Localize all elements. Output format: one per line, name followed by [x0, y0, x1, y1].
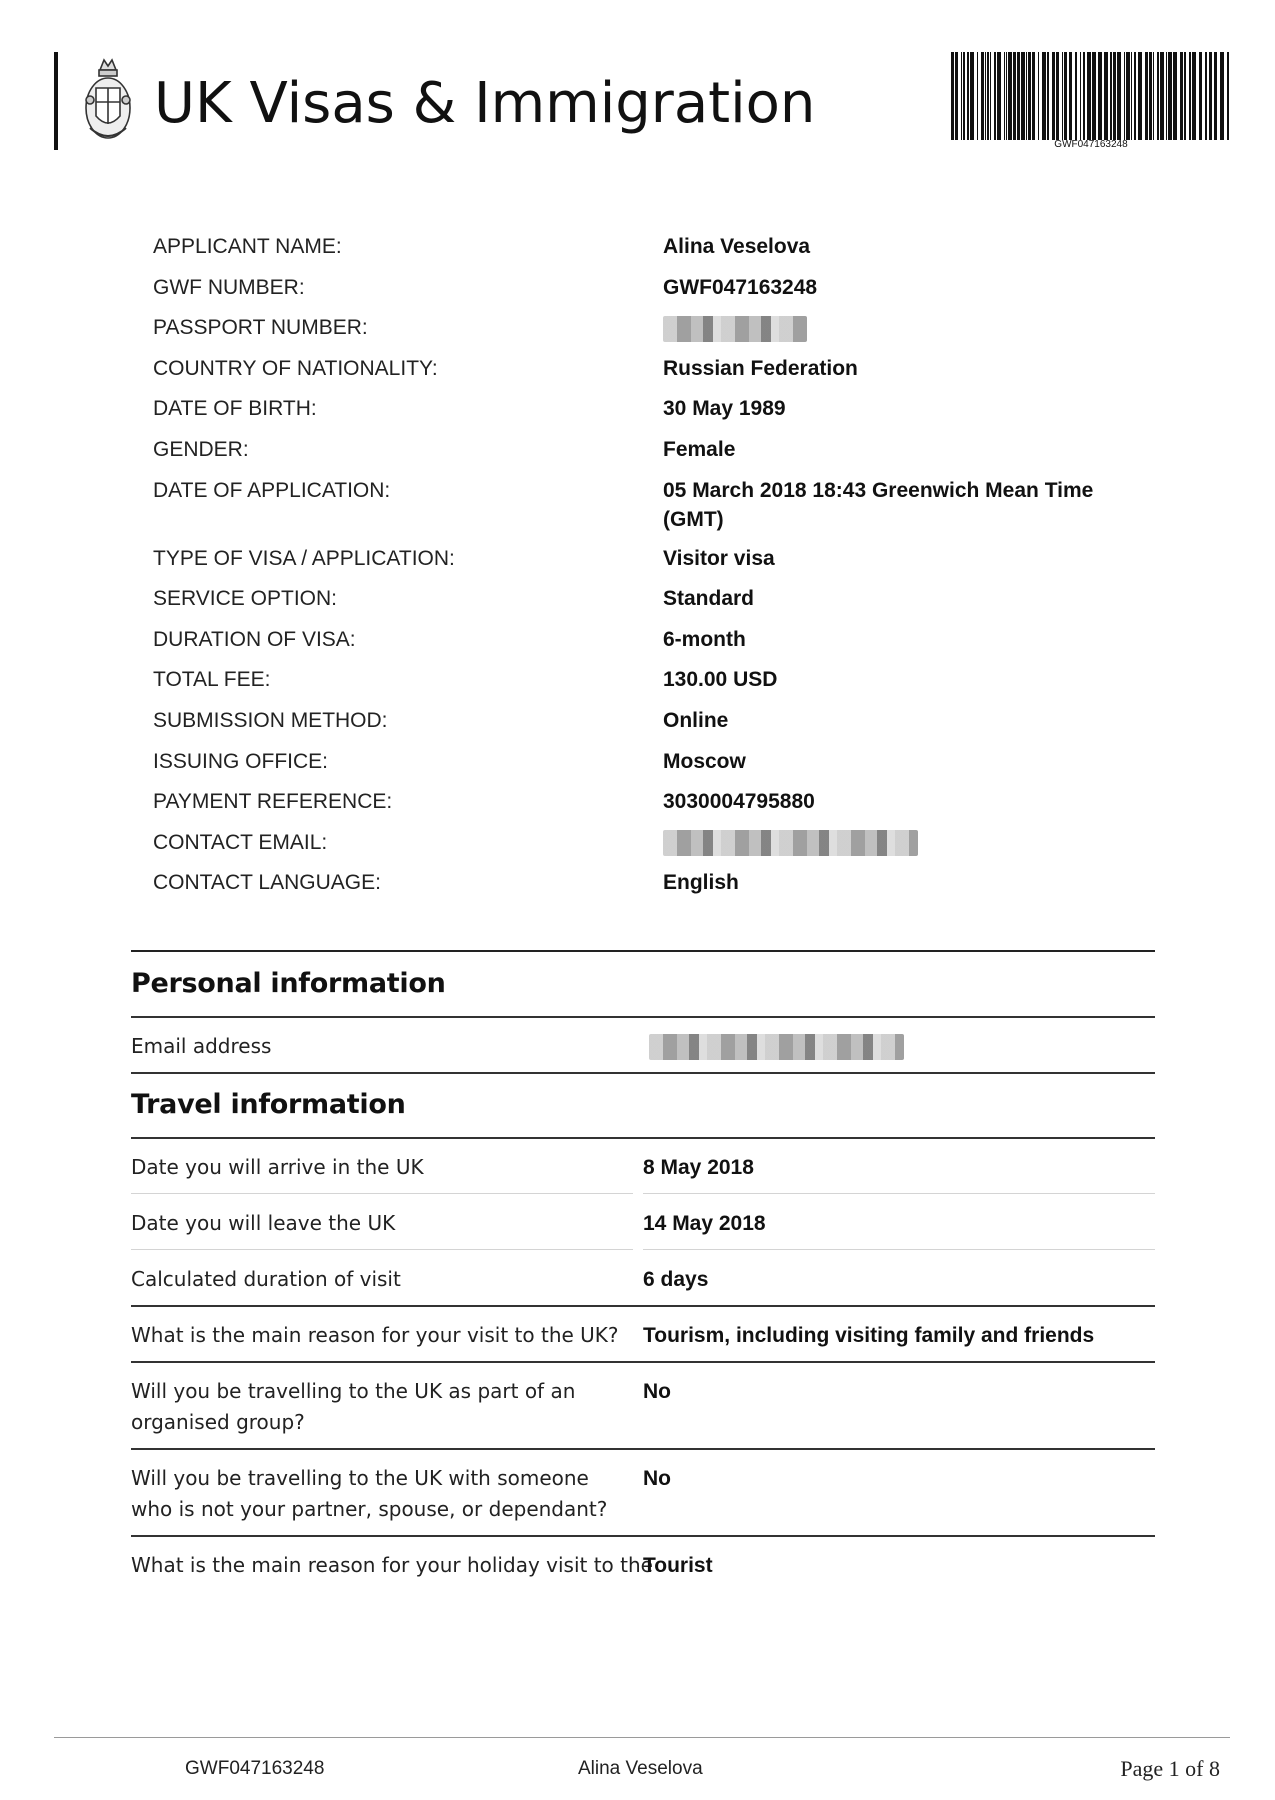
summary-label: CONTACT EMAIL:	[153, 830, 328, 854]
barcode-bar	[1126, 52, 1130, 140]
summary-label: SERVICE OPTION:	[153, 587, 337, 611]
barcode-bar	[1124, 52, 1125, 140]
barcode-bar	[1168, 52, 1172, 140]
summary-value: Russian Federation	[663, 356, 858, 380]
barcode-bar	[1004, 52, 1005, 140]
barcode-bar	[1075, 52, 1077, 140]
summary-value: English	[663, 871, 739, 895]
travel-row	[131, 1139, 1155, 1193]
travel-row	[131, 1195, 1155, 1249]
answer-value: No	[643, 1467, 671, 1490]
summary-row	[153, 584, 1113, 625]
barcode-bar	[967, 52, 969, 140]
barcode-bar	[961, 52, 962, 140]
barcode	[951, 52, 1231, 150]
summary-value: Standard	[663, 587, 755, 611]
barcode-bar	[951, 52, 954, 140]
summary-row	[153, 544, 1113, 585]
summary-row	[153, 476, 1113, 544]
summary-label: ISSUING OFFICE:	[153, 749, 329, 773]
section-title: Personal information	[131, 968, 446, 999]
page-number: Page 1 of 8	[1120, 1756, 1220, 1781]
barcode-bar	[1192, 52, 1196, 140]
barcode-bar	[1052, 52, 1055, 140]
barcode-bar	[1064, 52, 1067, 140]
answer-value	[643, 1018, 1155, 1072]
barcode-bar	[1062, 52, 1063, 140]
header-accent-bar	[54, 52, 58, 150]
summary-label: DATE OF BIRTH:	[153, 397, 317, 421]
question-label: What is the main reason for your visit to the UK?	[131, 1323, 619, 1347]
royal-crest-icon	[80, 52, 136, 152]
barcode-bar	[981, 52, 984, 140]
summary-label: PASSPORT NUMBER:	[153, 316, 368, 340]
summary-value	[663, 828, 1113, 857]
answer-value: 8 May 2018	[643, 1156, 754, 1179]
summary-row	[153, 868, 1113, 909]
summary-value	[663, 313, 1113, 342]
summary-value: Visitor visa	[663, 546, 775, 570]
summary-label: TOTAL FEE:	[153, 668, 271, 692]
barcode-bar	[1209, 52, 1212, 140]
summary-value: Moscow	[663, 749, 746, 773]
barcode-bar	[1184, 52, 1186, 140]
travel-row	[131, 1307, 1155, 1361]
footer-applicant-name: Alina Veselova	[578, 1758, 703, 1779]
answer-value: 6 days	[643, 1268, 709, 1291]
barcode-bar	[985, 52, 986, 140]
barcode-bar	[1220, 52, 1224, 140]
summary-row	[153, 787, 1113, 828]
barcode-bar	[990, 52, 991, 140]
barcode-bar	[1006, 52, 1007, 140]
summary-label: DURATION OF VISA:	[153, 627, 356, 651]
barcode-bar	[1110, 52, 1112, 140]
summary-value: Alina Veselova	[663, 235, 811, 258]
summary-value: 6-month	[663, 627, 746, 651]
barcode-bars	[951, 52, 1231, 140]
answer-value: Tourist	[643, 1554, 713, 1577]
brand-title: UK Visas & Immigration	[154, 71, 816, 136]
barcode-bar	[1047, 52, 1049, 140]
barcode-bar	[1021, 52, 1025, 140]
answer-value: Tourism, including visiting family and friends	[643, 1324, 1095, 1347]
barcode-bar	[1104, 52, 1108, 140]
barcode-bar	[1214, 52, 1217, 140]
redacted-email	[663, 830, 918, 856]
summary-row	[153, 706, 1113, 747]
question-label: What is the main reason for your holiday visit to the	[131, 1553, 653, 1577]
barcode-bar	[1113, 52, 1116, 140]
travel-row	[131, 1251, 1155, 1305]
barcode-bar	[977, 52, 978, 140]
barcode-bar	[994, 52, 996, 140]
barcode-bar	[1117, 52, 1121, 140]
barcode-bar	[1042, 52, 1046, 140]
summary-row	[153, 232, 1113, 273]
travel-information-section	[131, 1073, 1155, 1591]
travel-row	[131, 1537, 1155, 1591]
summary-value: Female	[663, 437, 736, 461]
barcode-bar	[1083, 52, 1085, 140]
redacted-email	[649, 1034, 904, 1060]
summary-row	[153, 665, 1113, 706]
barcode-bar	[1149, 52, 1152, 140]
barcode-bar	[1157, 52, 1159, 140]
question-label: Email address	[131, 1034, 272, 1058]
barcode-bar	[1180, 52, 1183, 140]
summary-value: 05 March 2018 18:43 Greenwich Mean Time (GMT)	[663, 478, 1094, 531]
question-label: Will you be travelling to the UK as part of an organised group?	[131, 1379, 576, 1434]
barcode-bar	[1173, 52, 1177, 140]
barcode-bar	[1013, 52, 1016, 140]
summary-row	[153, 273, 1113, 314]
barcode-bar	[955, 52, 958, 140]
barcode-bar	[1189, 52, 1191, 140]
barcode-bar	[1008, 52, 1012, 140]
personal-information-section	[131, 950, 1155, 1074]
barcode-bar	[1017, 52, 1020, 140]
section-title: Travel information	[131, 1089, 406, 1120]
summary-row	[153, 394, 1113, 435]
barcode-bar	[1038, 52, 1039, 140]
barcode-bar	[1131, 52, 1132, 140]
summary-value: 130.00 USD	[663, 668, 778, 692]
summary-value: GWF047163248	[663, 275, 818, 299]
barcode-bar	[1205, 52, 1207, 140]
barcode-bar	[1092, 52, 1096, 140]
question-label: Will you be travelling to the UK with someone who is not your partner, spouse, or dependant?	[131, 1466, 608, 1521]
travel-row	[131, 1363, 1155, 1448]
summary-label: CONTACT LANGUAGE:	[153, 871, 381, 895]
summary-label: PAYMENT REFERENCE:	[153, 790, 393, 814]
summary-row	[153, 435, 1113, 476]
barcode-bar	[1032, 52, 1035, 140]
barcode-bar	[970, 52, 974, 140]
answer-value: No	[643, 1380, 671, 1403]
summary-row	[153, 354, 1113, 395]
summary-label: DATE OF APPLICATION:	[153, 478, 391, 502]
travel-row	[131, 1450, 1155, 1535]
application-summary	[153, 232, 1113, 909]
summary-label: COUNTRY OF NATIONALITY:	[153, 356, 438, 380]
summary-label: APPLICANT NAME:	[153, 235, 342, 258]
barcode-bar	[1069, 52, 1072, 140]
barcode-bar	[1080, 52, 1081, 140]
personal-row	[131, 1018, 1155, 1072]
barcode-bar	[987, 52, 989, 140]
summary-row	[153, 747, 1113, 788]
question-label: Date you will arrive in the UK	[131, 1155, 424, 1179]
barcode-bar	[1166, 52, 1167, 140]
summary-label: GWF NUMBER:	[153, 275, 305, 299]
summary-label: TYPE OF VISA / APPLICATION:	[153, 546, 455, 570]
summary-label: GENDER:	[153, 437, 249, 461]
summary-row	[153, 828, 1113, 869]
barcode-bar	[1145, 52, 1148, 140]
barcode-bar	[1160, 52, 1164, 140]
footer-row	[54, 1738, 1230, 1788]
summary-row	[153, 313, 1113, 354]
barcode-bar	[1153, 52, 1154, 140]
barcode-bar	[1087, 52, 1091, 140]
barcode-bar	[963, 52, 965, 140]
barcode-bar	[997, 52, 1001, 140]
barcode-bar	[1199, 52, 1202, 140]
summary-label: SUBMISSION METHOD:	[153, 708, 388, 732]
redacted-passport	[663, 316, 807, 342]
summary-value: 3030004795880	[663, 790, 815, 814]
question-label: Date you will leave the UK	[131, 1211, 396, 1235]
page-footer	[54, 1737, 1230, 1788]
summary-row	[153, 625, 1113, 666]
question-label: Calculated duration of visit	[131, 1267, 401, 1291]
barcode-bar	[1098, 52, 1102, 140]
barcode-bar	[1134, 52, 1136, 140]
answer-value: 14 May 2018	[643, 1212, 766, 1235]
barcode-number: GWF047163248	[1054, 139, 1128, 150]
summary-value: Online	[663, 708, 729, 732]
footer-gwf-number: GWF047163248	[185, 1758, 325, 1779]
barcode-bar	[1056, 52, 1059, 140]
barcode-bar	[1227, 52, 1229, 140]
barcode-bar	[1026, 52, 1027, 140]
summary-value: 30 May 1989	[663, 397, 786, 421]
barcode-bar	[1028, 52, 1031, 140]
barcode-bar	[1138, 52, 1142, 140]
